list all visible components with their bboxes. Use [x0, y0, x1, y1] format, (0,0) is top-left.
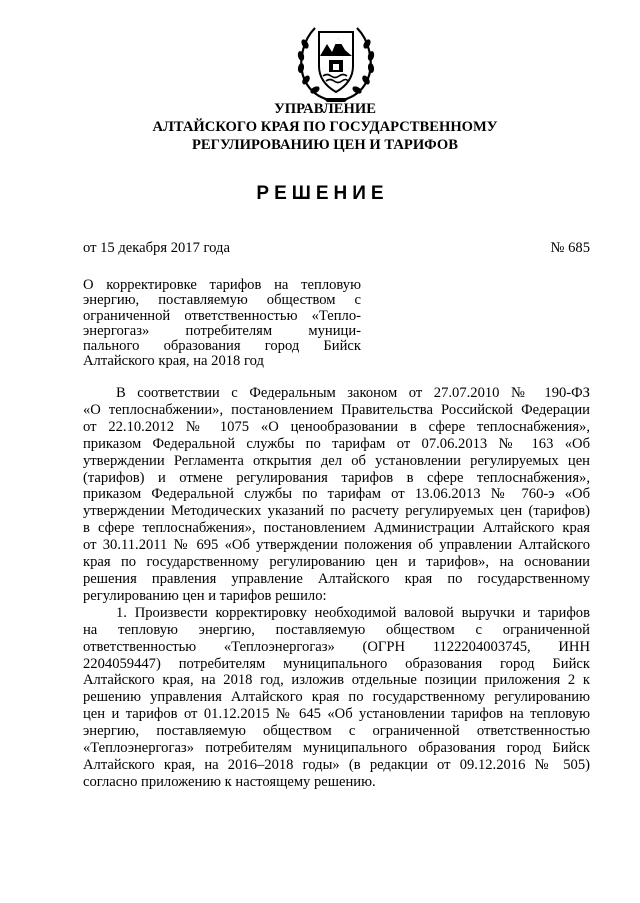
subject-line: ограниченной ответственностью «Тепло-	[83, 307, 361, 324]
org-line: РЕГУЛИРОВАНИЮ ЦЕН И ТАРИФОВ	[192, 137, 458, 153]
body-line: «Теплоэнергогаз» потребителям муниципального образования город Бийск	[83, 740, 590, 757]
document-subject	[83, 278, 361, 370]
document-body	[83, 385, 590, 791]
document-date: от 15 декабря 2017 года	[83, 240, 230, 256]
body-line: цен и тарифов от 01.12.2015 № 645 «Об установлении тарифов на тепловую	[83, 706, 590, 723]
body-line: края по государственному регулированию цен и тарифов», на основании	[83, 554, 590, 571]
org-line: УПРАВЛЕНИЕ	[274, 101, 376, 117]
body-line: решению управления Алтайского края по государственному регулированию	[83, 689, 590, 706]
body-line: В соответствии с Федеральным законом от 27.07.2010 № 190-ФЗ	[116, 385, 590, 401]
body-line: утверждении Регламента открытия дел об установлении регулируемых цен	[83, 452, 590, 469]
body-line: на тепловую энергию, поставляемую обществом с ограниченной	[83, 621, 590, 638]
subject-line: О корректировке тарифов на тепловую	[83, 277, 361, 293]
body-line: приказом Федеральной службы по тарифам от 07.06.2013 № 163 «Об	[83, 435, 590, 452]
body-line: энергию, поставляемую обществом с ограниченной ответственностью	[83, 723, 590, 740]
body-line: согласно приложению к настоящему решению.	[83, 773, 376, 790]
body-line: приказом Федеральной службы по тарифам от 13.06.2013 № 760-э «Об	[83, 486, 590, 503]
subject-line: энергию, поставляемую обществом с	[83, 292, 361, 309]
subject-line: Алтайского края, на 2018 год	[83, 353, 264, 370]
body-line: решения правления управление Алтайского края по государственному	[83, 570, 590, 587]
subject-line: энергогаз» потребителям муници-	[83, 322, 361, 339]
document-title: РЕШЕНИЕ	[256, 183, 389, 204]
body-line: 1. Произвести корректировку необходимой валовой выручки и тарифов	[116, 604, 590, 621]
body-line: в сфере теплоснабжения», постановлением Администрации Алтайского края	[83, 520, 590, 537]
body-line: от 30.11.2011 № 695 «Об утверждении положения об управлении Алтайского	[83, 537, 590, 554]
body-line: Алтайского края, на 2016–2018 годы» (в редакции от 09.12.2016 № 505)	[83, 756, 590, 773]
body-line: ответственностью «Теплоэнергогаз» (ОГРН 1122204003745, ИНН	[83, 638, 590, 655]
coat-of-arms-icon	[293, 22, 379, 104]
organization-name	[0, 100, 640, 154]
org-line: АЛТАЙСКОГО КРАЯ ПО ГОСУДАРСТВЕННОМУ	[152, 119, 498, 135]
body-line: «О теплоснабжении», постановлением Правительства Российской Федерации	[83, 401, 590, 418]
body-line: Алтайского края, на 2018 год, изложив отдельные позиции приложения 2 к	[83, 672, 590, 689]
body-line: (тарифов) и отмене регулирования тарифов в сфере теплоснабжения»,	[83, 469, 590, 486]
body-line: 2204059447) потребителям муниципального образования город Бийск	[83, 655, 590, 672]
body-line: регулированию цен и тарифов решило:	[83, 587, 327, 604]
body-line: от 22.10.2012 № 1075 «О ценообразовании в сфере теплоснабжения»,	[83, 418, 590, 435]
document-number: № 685	[550, 240, 590, 256]
body-line: утверждении Методических указаний по расчету регулируемых цен (тарифов)	[83, 503, 590, 520]
subject-line: пального образования город Бийск	[83, 338, 361, 355]
